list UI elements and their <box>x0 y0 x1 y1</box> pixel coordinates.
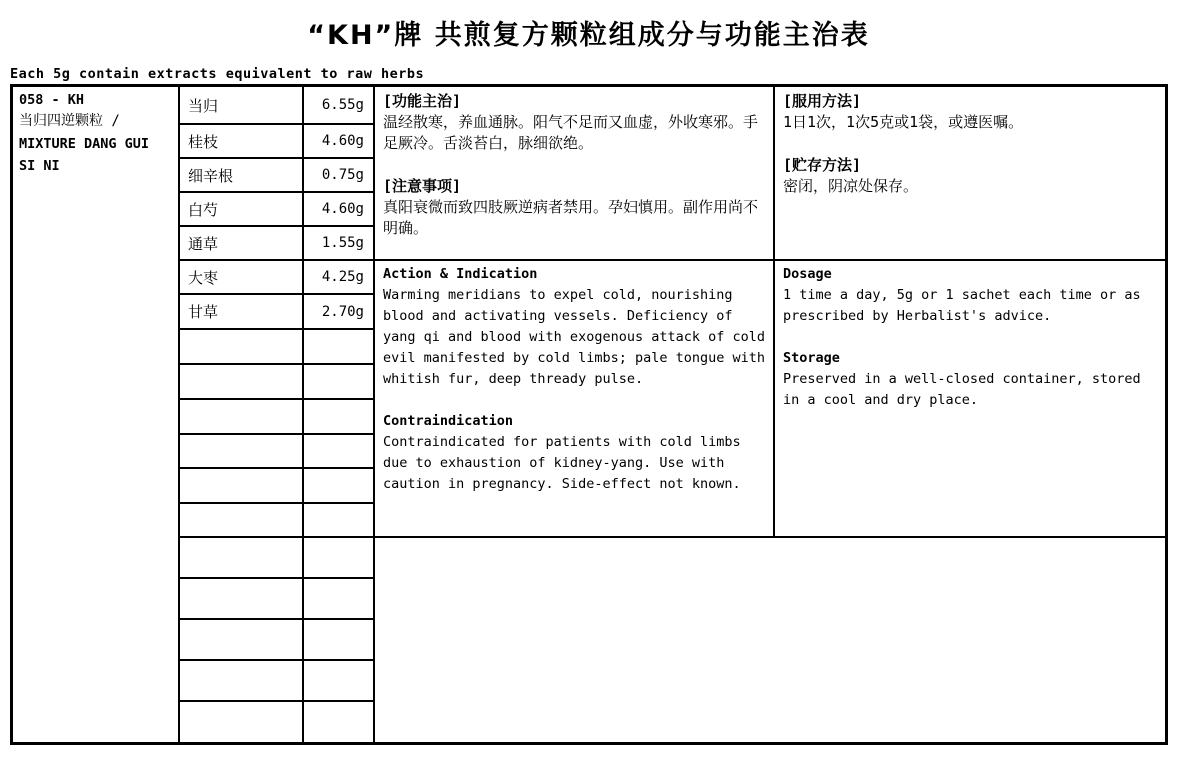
herb-name-cell: 桂枝 <box>180 125 304 157</box>
herb-amount-cell: 1.55g <box>321 235 364 251</box>
empty-bottom-area <box>375 538 1165 742</box>
en-contraindication-body: Contraindicated for patients with cold limbs due to exhaustion of kidney-yang. Use with caution in pregnancy. Side-effect not known. <box>383 434 741 492</box>
herb-name-cell: 大枣 <box>180 261 304 293</box>
herb-name-cell <box>180 702 304 742</box>
ingredient-row <box>180 295 373 330</box>
herb-amount-cell <box>304 620 373 659</box>
en-dosage-header: Dosage <box>783 266 832 282</box>
ingredient-row-empty <box>180 400 373 435</box>
ingredients-column <box>180 87 375 742</box>
ingredient-row-empty <box>180 469 373 504</box>
text-sections-column <box>375 87 1165 742</box>
herb-name-cell: 细辛根 <box>180 159 304 191</box>
herb-amount-cell <box>304 579 373 618</box>
ingredient-row-empty <box>180 702 373 742</box>
en-action-header: Action & Indication <box>383 266 538 282</box>
herb-amount-cell: 2.70g <box>321 303 364 320</box>
herb-name-cell <box>180 330 304 363</box>
herb-amount-cell <box>304 330 373 363</box>
product-info-cell <box>13 87 180 742</box>
herb-amount-cell <box>304 469 373 502</box>
herb-name-cell <box>180 579 304 618</box>
herb-amount-cell <box>304 538 373 577</box>
herb-name-cell: 甘草 <box>180 295 304 328</box>
herb-name-cell <box>180 365 304 398</box>
herb-amount-cell: 4.60g <box>321 133 364 149</box>
zh-usage-body: 1日1次，1次5克或1袋，或遵医嘱。 <box>783 113 1024 131</box>
en-storage-body: Preserved in a well-closed container, stored in a cool and dry place. <box>783 371 1141 408</box>
chinese-section-row <box>375 87 1165 261</box>
ingredient-row-empty <box>180 365 373 400</box>
ingredient-row <box>180 125 373 159</box>
ingredient-row <box>180 261 373 295</box>
herb-amount-cell <box>304 702 373 742</box>
herb-amount-cell <box>304 661 373 700</box>
herb-name-cell <box>180 538 304 577</box>
product-name-en: MIXTURE DANG GUI SI NI <box>19 136 150 174</box>
herb-amount-cell <box>304 365 373 398</box>
herb-amount-cell <box>304 435 373 467</box>
herb-amount-cell <box>304 400 373 433</box>
en-dosage-storage-cell <box>775 261 1165 536</box>
zh-function-body: 温经散寒，养血通脉。阳气不足而又血虚，外收寒邪。手足厥冷。舌淡苔白，脉细欲绝。 <box>383 113 759 152</box>
herb-name-cell: 通草 <box>180 227 304 259</box>
page-title: “KH”牌 共煎复方颗粒组成分与功能主治表 <box>307 20 870 51</box>
zh-storage-header: [贮存方法] <box>783 156 862 174</box>
herb-name-cell <box>180 400 304 433</box>
zh-function-header: [功能主治] <box>383 92 462 110</box>
herb-amount-cell: 4.60g <box>321 201 364 217</box>
ingredient-row-empty <box>180 504 373 538</box>
en-action-contraindication-cell <box>375 261 775 536</box>
ingredient-row-empty <box>180 435 373 469</box>
herb-amount-cell: 0.75g <box>321 167 364 183</box>
herb-name-cell <box>180 661 304 700</box>
ingredient-row <box>180 227 373 261</box>
ingredient-row-empty <box>180 579 373 620</box>
herb-name-cell <box>180 435 304 467</box>
english-section-row <box>375 261 1165 538</box>
en-contraindication-header: Contraindication <box>383 413 514 429</box>
herb-name-cell <box>180 504 304 536</box>
herb-name-cell <box>180 620 304 659</box>
herb-name-cell: 当归 <box>180 87 304 123</box>
ingredient-row <box>180 193 373 227</box>
composition-table <box>10 84 1168 745</box>
zh-caution-header: [注意事项] <box>383 177 462 195</box>
zh-usage-storage-cell <box>775 87 1165 259</box>
herb-amount-cell: 6.55g <box>321 97 364 113</box>
en-storage-header: Storage <box>783 350 840 366</box>
herb-name-cell: 白芍 <box>180 193 304 225</box>
ingredient-row-empty <box>180 538 373 579</box>
zh-caution-body: 真阳衰微而致四肢厥逆病者禁用。孕妇慎用。副作用尚不明确。 <box>383 198 759 237</box>
ingredient-row-empty <box>180 661 373 702</box>
product-code: 058 - KH <box>19 92 85 108</box>
herb-name-cell <box>180 469 304 502</box>
zh-function-indication-cell <box>375 87 775 259</box>
ingredient-row <box>180 159 373 193</box>
en-action-body: Warming meridians to expel cold, nourishing blood and activating vessels. Deficiency of yang qi and blood with exogenous attack of cold evil manifested by cold limbs; pale tongue with whitish fur, deep thready pulse. <box>383 287 766 387</box>
en-dosage-body: 1 time a day, 5g or 1 sachet each time or as prescribed by Herbalist's advice. <box>783 287 1141 324</box>
product-name-zh: 当归四逆颗粒 / <box>19 113 120 129</box>
ingredient-row-empty <box>180 330 373 365</box>
ingredient-row-empty <box>180 620 373 661</box>
zh-storage-body: 密闭，阴凉处保存。 <box>783 177 919 195</box>
herb-amount-cell: 4.25g <box>321 269 364 285</box>
herb-amount-cell <box>304 504 373 536</box>
ingredient-row <box>180 87 373 125</box>
subtitle-equivalence-note: Each 5g contain extracts equivalent to raw herbs <box>10 66 1168 85</box>
zh-usage-header: [服用方法] <box>783 92 862 110</box>
